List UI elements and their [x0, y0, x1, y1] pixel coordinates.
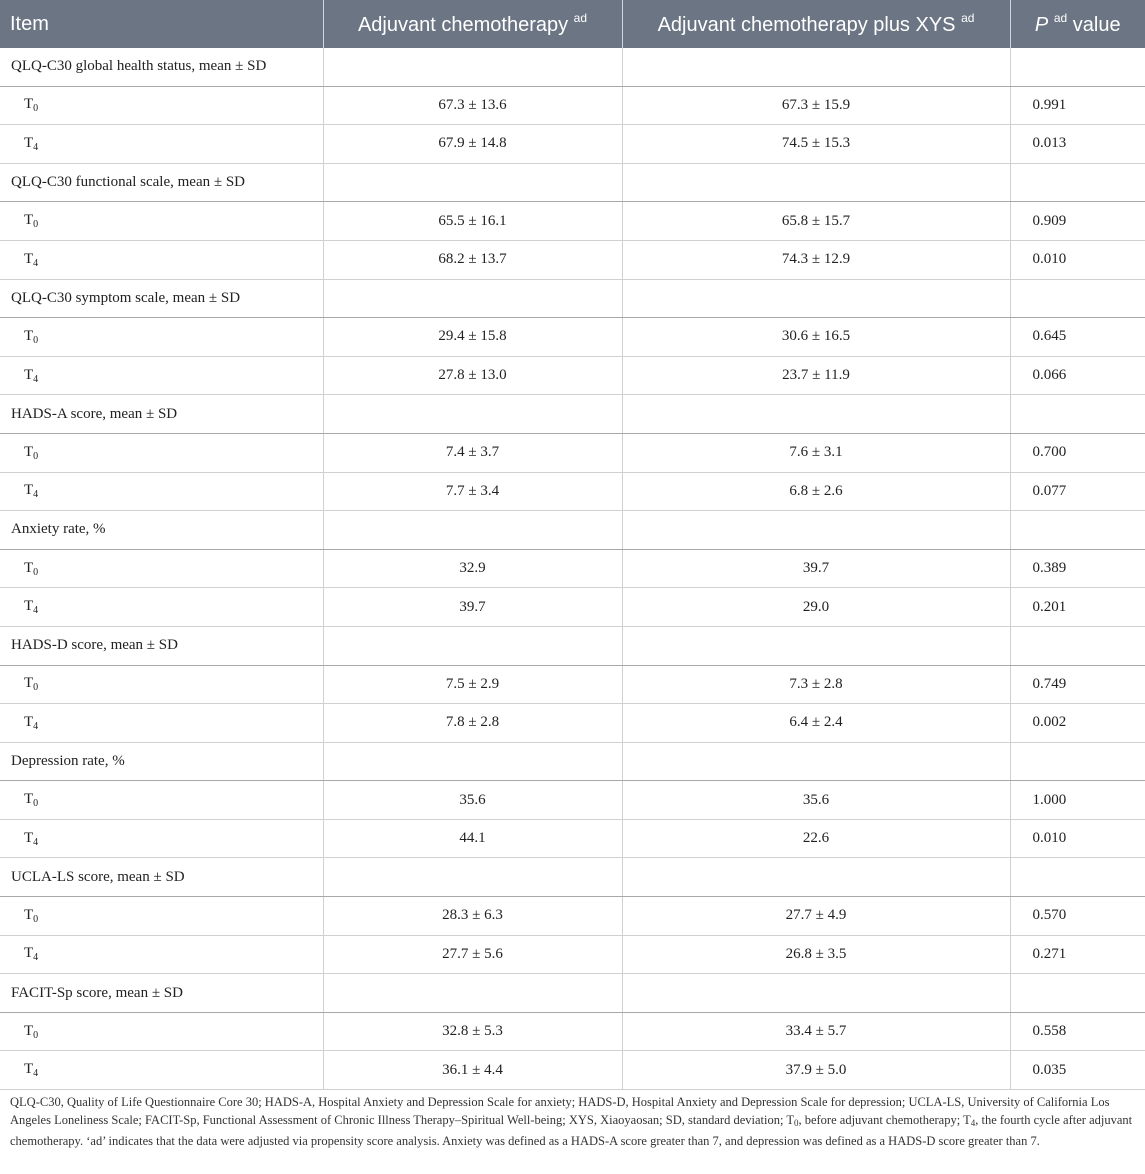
- header-row: [0, 0, 1145, 48]
- p-value: 0.570: [1010, 897, 1145, 936]
- adjuvant-chemotherapy-plus-xys-value: 7.3 ± 2.8: [622, 665, 1010, 704]
- adjuvant-chemotherapy-plus-xys-value: 37.9 ± 5.0: [622, 1051, 1010, 1090]
- p-value: 0.645: [1010, 318, 1145, 357]
- adjuvant-chemotherapy-value: 68.2 ± 13.7: [323, 240, 622, 279]
- adjuvant-chemotherapy-value: 7.7 ± 3.4: [323, 472, 622, 511]
- p-value: 1.000: [1010, 781, 1145, 820]
- p-value: 0.010: [1010, 819, 1145, 858]
- table-row-t4: [0, 588, 1145, 627]
- row-label: UCLA-LS score, mean ± SD: [0, 858, 323, 897]
- p-value: 0.558: [1010, 1012, 1145, 1051]
- p-value: 0.066: [1010, 356, 1145, 395]
- table-row-group: [0, 163, 1145, 202]
- p-value: 0.389: [1010, 549, 1145, 588]
- table-row-t4: [0, 125, 1145, 164]
- adjuvant-chemotherapy-plus-xys-value: 23.7 ± 11.9: [622, 356, 1010, 395]
- table-row-t4: [0, 356, 1145, 395]
- p-value: 0.010: [1010, 240, 1145, 279]
- empty-cell: [1010, 395, 1145, 434]
- header-p-value: P $^{ad}$ value: [1010, 0, 1145, 48]
- table-row-t0: [0, 781, 1145, 820]
- timepoint-label: $T_0$: [0, 202, 323, 241]
- header-adjuvant-chemotherapy-plus-xys: Adjuvant chemotherapy plus XYS $^{ad}$: [622, 0, 1010, 48]
- empty-cell: [1010, 279, 1145, 318]
- adjuvant-chemotherapy-plus-xys-value: 65.8 ± 15.7: [622, 202, 1010, 241]
- row-label: HADS-A score, mean ± SD: [0, 395, 323, 434]
- row-label: Depression rate, %: [0, 742, 323, 781]
- p-value: 0.909: [1010, 202, 1145, 241]
- adjuvant-chemotherapy-value: 29.4 ± 15.8: [323, 318, 622, 357]
- adjuvant-chemotherapy-value: 27.7 ± 5.6: [323, 935, 622, 974]
- adjuvant-chemotherapy-plus-xys-value: 26.8 ± 3.5: [622, 935, 1010, 974]
- table-row-group: [0, 974, 1145, 1013]
- adjuvant-chemotherapy-plus-xys-value: 39.7: [622, 549, 1010, 588]
- adjuvant-chemotherapy-value: 28.3 ± 6.3: [323, 897, 622, 936]
- timepoint-label: $T_4$: [0, 356, 323, 395]
- table-row-t0: [0, 1012, 1145, 1051]
- table-row-t0: [0, 318, 1145, 357]
- p-value: 0.991: [1010, 86, 1145, 125]
- table-row-group: [0, 626, 1145, 665]
- adjuvant-chemotherapy-plus-xys-value: 6.8 ± 2.6: [622, 472, 1010, 511]
- table-row-group: [0, 48, 1145, 86]
- p-value: 0.002: [1010, 704, 1145, 743]
- table-row-t0: [0, 897, 1145, 936]
- adjuvant-chemotherapy-value: 44.1: [323, 819, 622, 858]
- table-row-t4: [0, 472, 1145, 511]
- table-row-t0: [0, 433, 1145, 472]
- adjuvant-chemotherapy-plus-xys-value: 22.6: [622, 819, 1010, 858]
- empty-cell: [622, 279, 1010, 318]
- empty-cell: [323, 974, 622, 1013]
- adjuvant-chemotherapy-value: 67.3 ± 13.6: [323, 86, 622, 125]
- empty-cell: [1010, 511, 1145, 550]
- p-value: 0.700: [1010, 433, 1145, 472]
- timepoint-label: $T_4$: [0, 704, 323, 743]
- timepoint-label: $T_4$: [0, 125, 323, 164]
- table-row-t0: [0, 665, 1145, 704]
- timepoint-label: $T_0$: [0, 549, 323, 588]
- empty-cell: [323, 858, 622, 897]
- table-footnote: QLQ-C30, Quality of Life Questionnaire Core 30; HADS-A, Hospital Anxiety and Depression Scale for anxiety; HADS-D, Hospital Anxiety and Depression Scale for depression; UCLA-LS, University of California Los Angeles Loneliness Scale; FACIT-Sp, Functional Assessment of Chronic Illness Therapy–Spiritual Well-being; XYS, Xiaoyaosan; SD, standard deviation; $T_0$, before adjuvant chemotherapy; $T_4$, the fourth cycle after adjuvant chemotherapy. ‘ad’ indicates that the data were adjusted via propensity score analysis. Anxiety was defined as a HADS-A score greater than 7, and depression was defined as a HADS-D score greater than 7.: [10, 1095, 1133, 1148]
- table-row-t0: [0, 86, 1145, 125]
- table-row-t4: [0, 1051, 1145, 1090]
- row-label: Anxiety rate, %: [0, 511, 323, 550]
- empty-cell: [1010, 163, 1145, 202]
- row-label: QLQ-C30 functional scale, mean ± SD: [0, 163, 323, 202]
- timepoint-label: $T_0$: [0, 897, 323, 936]
- timepoint-label: $T_4$: [0, 588, 323, 627]
- adjuvant-chemotherapy-value: 7.8 ± 2.8: [323, 704, 622, 743]
- empty-cell: [323, 279, 622, 318]
- timepoint-label: $T_4$: [0, 472, 323, 511]
- adjuvant-chemotherapy-value: 32.9: [323, 549, 622, 588]
- p-value: 0.077: [1010, 472, 1145, 511]
- adjuvant-chemotherapy-value: 27.8 ± 13.0: [323, 356, 622, 395]
- adjuvant-chemotherapy-value: 7.4 ± 3.7: [323, 433, 622, 472]
- adjuvant-chemotherapy-value: 67.9 ± 14.8: [323, 125, 622, 164]
- timepoint-label: $T_0$: [0, 433, 323, 472]
- adjuvant-chemotherapy-plus-xys-value: 30.6 ± 16.5: [622, 318, 1010, 357]
- table-row-group: [0, 858, 1145, 897]
- table-row-group: [0, 395, 1145, 434]
- table-row-t4: [0, 704, 1145, 743]
- adjuvant-chemotherapy-value: 32.8 ± 5.3: [323, 1012, 622, 1051]
- adjuvant-chemotherapy-plus-xys-value: 74.3 ± 12.9: [622, 240, 1010, 279]
- header-adjuvant-chemotherapy: Adjuvant chemotherapy $^{ad}$: [323, 0, 622, 48]
- empty-cell: [323, 163, 622, 202]
- adjuvant-chemotherapy-plus-xys-value: 35.6: [622, 781, 1010, 820]
- empty-cell: [323, 742, 622, 781]
- timepoint-label: $T_4$: [0, 1051, 323, 1090]
- row-label: QLQ-C30 global health status, mean ± SD: [0, 48, 323, 86]
- table-row-group: [0, 279, 1145, 318]
- table-row-group: [0, 511, 1145, 550]
- empty-cell: [622, 163, 1010, 202]
- p-value: 0.035: [1010, 1051, 1145, 1090]
- empty-cell: [1010, 974, 1145, 1013]
- row-label: HADS-D score, mean ± SD: [0, 626, 323, 665]
- empty-cell: [622, 511, 1010, 550]
- table-row-group: [0, 742, 1145, 781]
- adjuvant-chemotherapy-value: 35.6: [323, 781, 622, 820]
- table-row-t4: [0, 935, 1145, 974]
- empty-cell: [1010, 742, 1145, 781]
- empty-cell: [1010, 858, 1145, 897]
- table-row-t0: [0, 202, 1145, 241]
- timepoint-label: $T_0$: [0, 86, 323, 125]
- timepoint-label: $T_4$: [0, 935, 323, 974]
- adjuvant-chemotherapy-value: 7.5 ± 2.9: [323, 665, 622, 704]
- timepoint-label: $T_0$: [0, 665, 323, 704]
- adjuvant-chemotherapy-value: 39.7: [323, 588, 622, 627]
- empty-cell: [622, 626, 1010, 665]
- timepoint-label: $T_0$: [0, 1012, 323, 1051]
- empty-cell: [622, 48, 1010, 86]
- empty-cell: [323, 626, 622, 665]
- table-row-t4: [0, 240, 1145, 279]
- empty-cell: [622, 742, 1010, 781]
- empty-cell: [622, 974, 1010, 1013]
- empty-cell: [323, 48, 622, 86]
- timepoint-label: $T_4$: [0, 819, 323, 858]
- adjuvant-chemotherapy-plus-xys-value: 6.4 ± 2.4: [622, 704, 1010, 743]
- adjuvant-chemotherapy-plus-xys-value: 7.6 ± 3.1: [622, 433, 1010, 472]
- timepoint-label: $T_0$: [0, 781, 323, 820]
- timepoint-label: $T_4$: [0, 240, 323, 279]
- p-value: 0.201: [1010, 588, 1145, 627]
- p-value: 0.013: [1010, 125, 1145, 164]
- table-row-t4: [0, 819, 1145, 858]
- table-row-t0: [0, 549, 1145, 588]
- adjuvant-chemotherapy-plus-xys-value: 33.4 ± 5.7: [622, 1012, 1010, 1051]
- row-label: QLQ-C30 symptom scale, mean ± SD: [0, 279, 323, 318]
- adjuvant-chemotherapy-value: 36.1 ± 4.4: [323, 1051, 622, 1090]
- adjuvant-chemotherapy-plus-xys-value: 27.7 ± 4.9: [622, 897, 1010, 936]
- header-item: Item: [0, 0, 323, 48]
- adjuvant-chemotherapy-value: 65.5 ± 16.1: [323, 202, 622, 241]
- empty-cell: [323, 511, 622, 550]
- adjuvant-chemotherapy-plus-xys-value: 74.5 ± 15.3: [622, 125, 1010, 164]
- adjuvant-chemotherapy-plus-xys-value: 67.3 ± 15.9: [622, 86, 1010, 125]
- row-label: FACIT-Sp score, mean ± SD: [0, 974, 323, 1013]
- empty-cell: [622, 858, 1010, 897]
- p-value: 0.271: [1010, 935, 1145, 974]
- adjuvant-chemotherapy-plus-xys-value: 29.0: [622, 588, 1010, 627]
- empty-cell: [622, 395, 1010, 434]
- empty-cell: [1010, 48, 1145, 86]
- timepoint-label: $T_0$: [0, 318, 323, 357]
- empty-cell: [1010, 626, 1145, 665]
- p-value: 0.749: [1010, 665, 1145, 704]
- empty-cell: [323, 395, 622, 434]
